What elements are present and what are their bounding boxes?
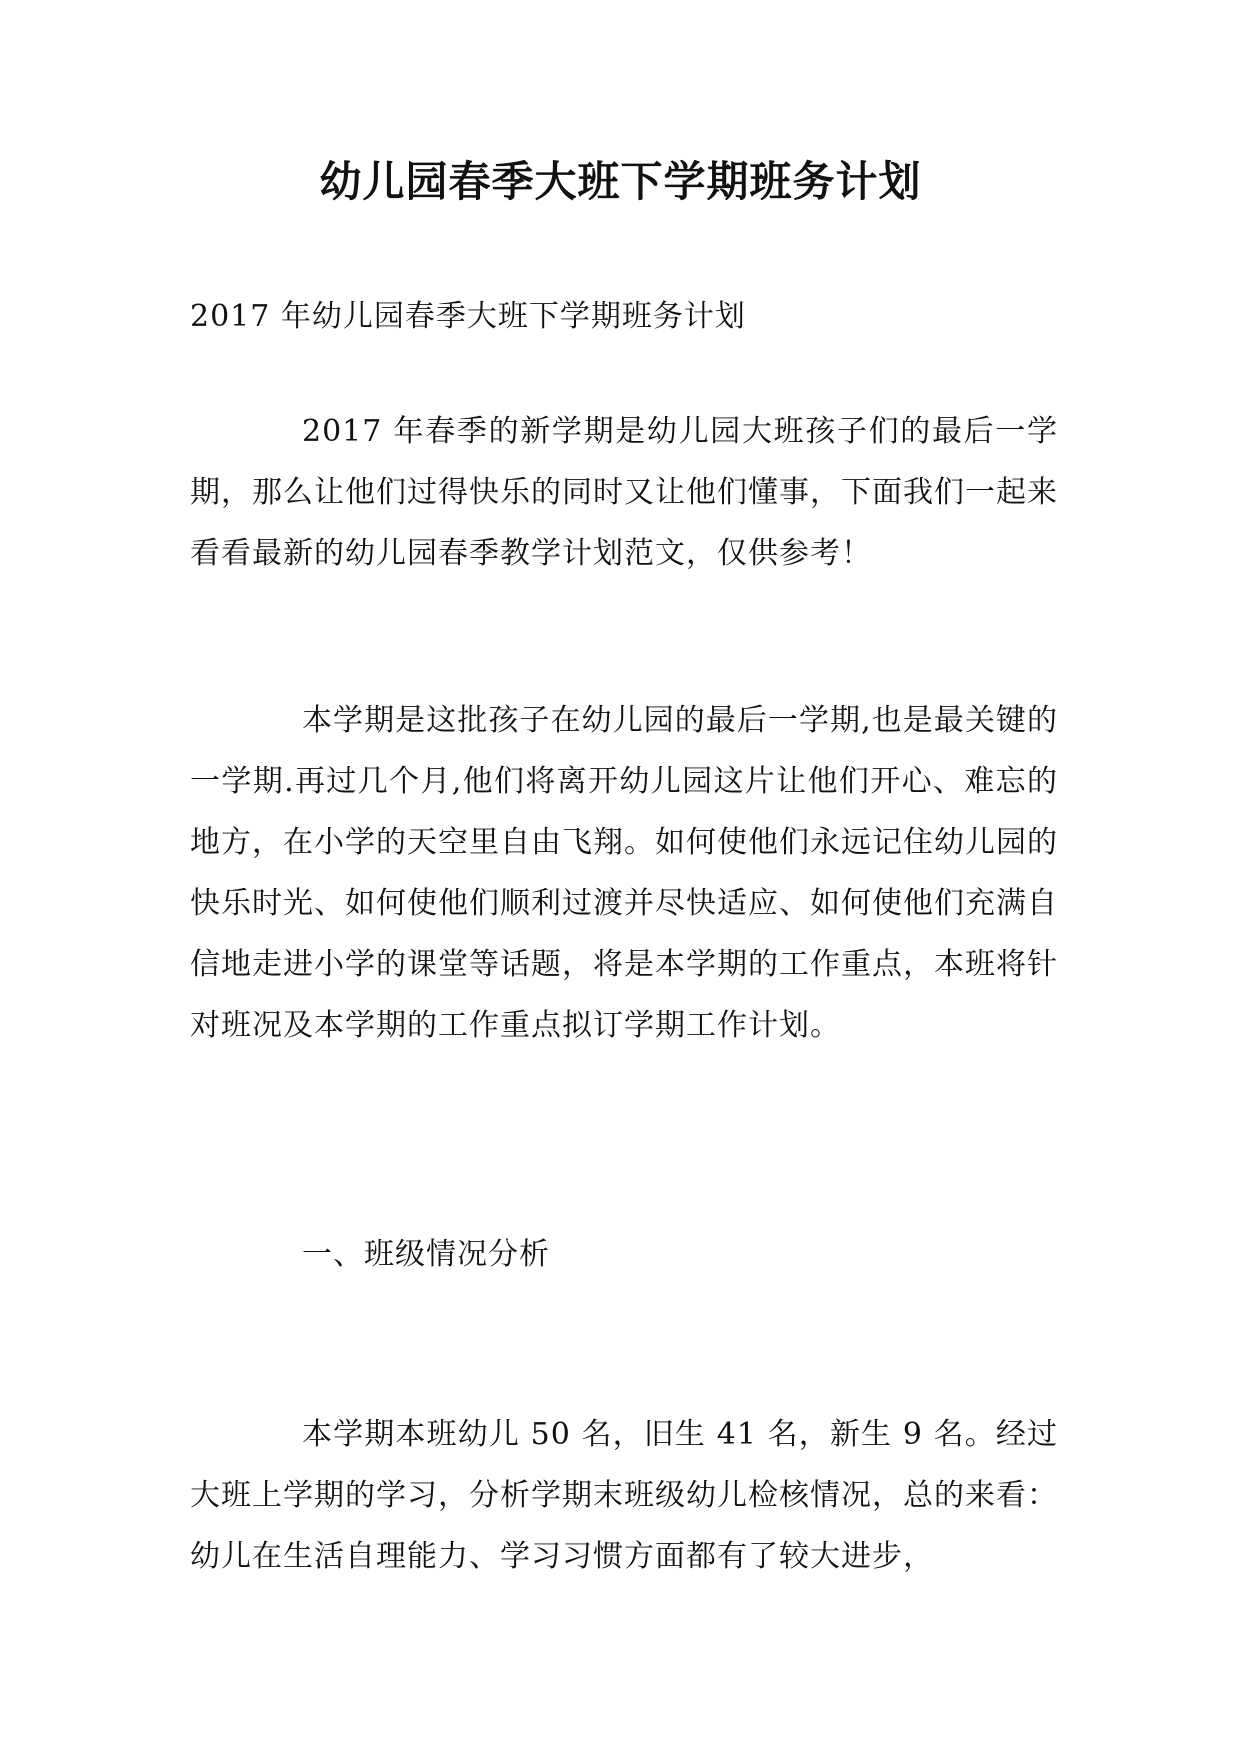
document-subtitle: 2017 年幼儿园春季大班下学期班务计划 <box>190 299 746 334</box>
section-heading-class-analysis: 一、班级情况分析 <box>302 1237 550 1272</box>
body-paragraph-1: 本学期是这批孩子在幼儿园的最后一学期,也是最关键的一学期.再过几个月,他们将离开幼儿园这片让他们开心、难忘的地方，在小学的天空里自由飞翔。如何使他们永远记住幼儿园的快乐时光、如何使他们顺利过渡并尽快适应、如何使他们充满自信地走进小学的课堂等话题，将是本学期的工作重点，本班将针对班况及本学期的工作重点拟订学期工作计划。 <box>190 703 1058 1043</box>
intro-paragraph: 2017 年春季的新学期是幼儿园大班孩子们的最后一学期，那么让他们过得快乐的同时又让他们懂事，下面我们一起来看看最新的幼儿园春季教学计划范文，仅供参考！ <box>190 414 1058 571</box>
document-title: 幼儿园春季大班下学期班务计划 <box>319 157 922 206</box>
body-paragraph-2: 本学期本班幼儿 50 名，旧生 41 名，新生 9 名。经过大班上学期的学习，分析学期末班级幼儿检核情况，总的来看：幼儿在生活自理能力、学习习惯方面都有了较大进步， <box>190 1417 1058 1574</box>
